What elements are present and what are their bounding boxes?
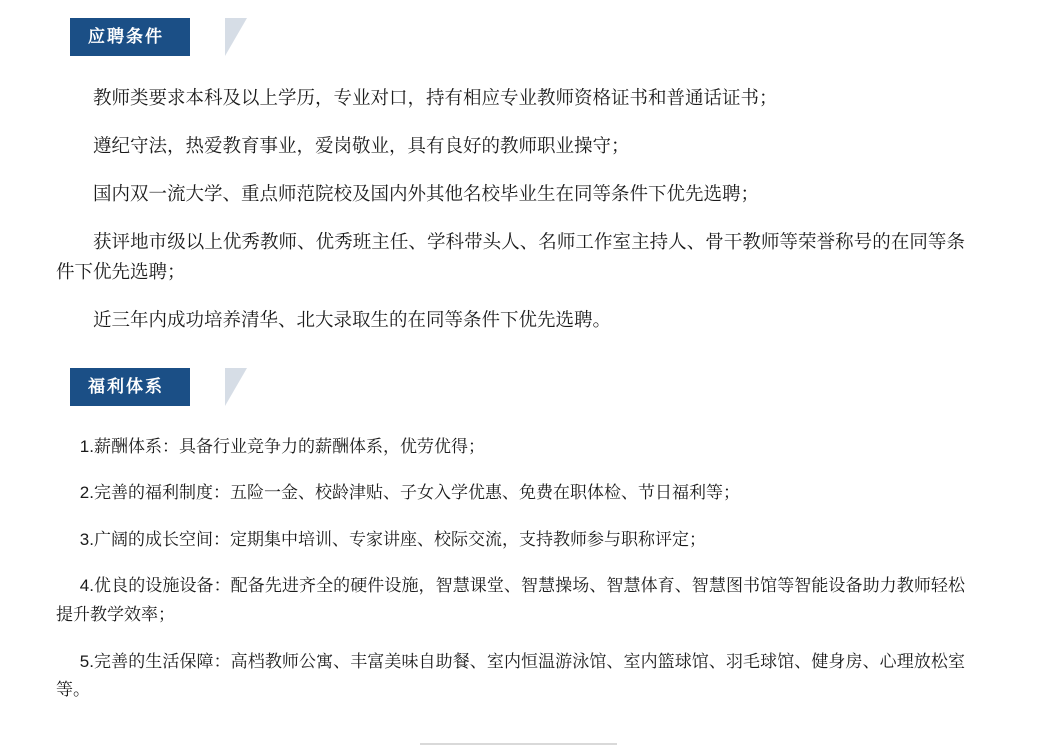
paragraph: 近三年内成功培养清华、北大录取生的在同等条件下优先选聘。 (93, 310, 612, 331)
section-heading-banner-recruit-conditions (70, 18, 225, 64)
section-body-recruit-conditions (0, 76, 1037, 346)
section-heading-banner-benefits (70, 368, 225, 414)
section-body-benefits (0, 424, 1037, 714)
paragraph: 4.优良的设施设备：配备先进齐全的硬件设施，智慧课堂、智慧操场、智慧体育、智慧图书馆等智能设备助力教师轻松提升教学效率； (56, 576, 965, 624)
bottom-divider (420, 743, 617, 745)
paragraph: 2.完善的福利制度：五险一金、校龄津贴、子女入学优惠、免费在职体检、节日福利等； (79, 483, 740, 503)
document-page (0, 18, 1037, 747)
paragraph: 5.完善的生活保障：高档教师公寓、丰富美味自助餐、室内恒温游泳馆、室内篮球馆、羽毛球馆、健身房、心理放松室等。 (56, 651, 965, 700)
paragraph: 3.广阔的成长空间：定期集中培训、专家讲座、校际交流，支持教师参与职称评定； (79, 529, 706, 549)
paragraph: 教师类要求本科及以上学历，专业对口，持有相应专业教师资格证书和普通话证书； (93, 89, 778, 109)
paragraph: 1.薪酬体系：具备行业竞争力的薪酬体系，优劳优得； (79, 436, 485, 456)
paragraph: 国内双一流大学、重点师范院校及国内外其他名校毕业生在同等条件下优先选聘； (93, 184, 760, 205)
paragraph: 遵纪守法，热爱教育事业，爱岗敬业，具有良好的教师职业操守； (93, 136, 630, 157)
section-heading-label: 福利体系 (70, 368, 190, 406)
paragraph: 获评地市级以上优秀教师、优秀班主任、学科带头人、名师工作室主持人、骨干教师等荣誉称号的在同等条件下优先选聘； (56, 232, 965, 283)
banner-arrow-icon (225, 368, 247, 406)
section-heading-label: 应聘条件 (70, 18, 190, 56)
banner-arrow-icon (225, 18, 247, 56)
